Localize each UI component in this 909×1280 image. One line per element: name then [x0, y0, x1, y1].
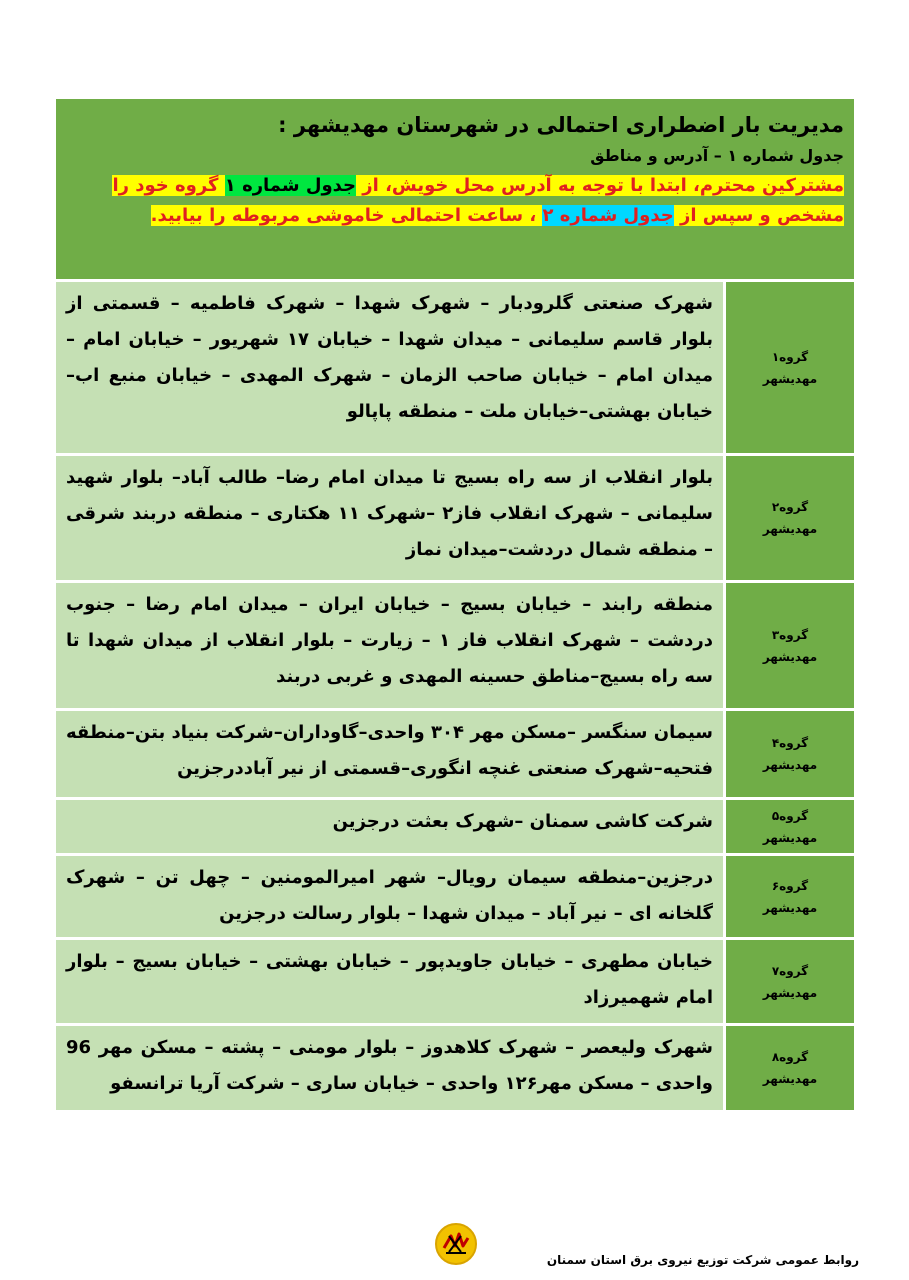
table-header	[56, 99, 854, 282]
table-row-group-1	[56, 282, 854, 456]
table-row-group-5	[56, 800, 854, 856]
group-label-cell	[723, 282, 854, 453]
table-row-group-7	[56, 940, 854, 1026]
group-label-cell	[723, 456, 854, 580]
notice-part-1: مشترکین محترم، ابتدا با توجه به آدرس محل خویش، از	[356, 175, 844, 196]
group-name: گروه۲	[771, 500, 809, 514]
table-subtitle: جدول شماره ۱ – آدرس و مناطق	[590, 146, 844, 165]
group-label-cell	[723, 583, 854, 708]
group-name: گروه۴	[771, 736, 809, 750]
footer-credit: روابط عمومی شرکت توزیع نیروی برق استان سمنان	[546, 1253, 859, 1267]
group-name: گروه۱	[771, 349, 809, 364]
group-city: مهدیشهر	[762, 1072, 818, 1086]
group-label-cell	[723, 1026, 854, 1110]
group-name: گروه۷	[771, 963, 809, 978]
group-name: گروه۶	[771, 878, 809, 893]
group-address: بلوار انقلاب از سه راه بسیج تا میدان امام رضا– طالب آباد– بلوار شهید سلیمانی – شهرک انقلاب فاز۲ –شهرک ۱۱ هکتاری – منطقه دربند شرقی – منطقه شمال دردشت–میدان نماز	[56, 456, 723, 580]
notice-part-3: گروه خود را مشخص و سپس از	[112, 175, 844, 226]
group-name: گروه۵	[771, 808, 809, 823]
group-city: مهدیشهر	[762, 985, 818, 1000]
group-address: شهرک ولیعصر – شهرک کلاهدوز – بلوار مومنی – پشته – مسکن مهر 96 واحدی – مسکن مهر۱۲۶ واحدی – خیابان ساری – شرکت آریا ترانسفو	[56, 1026, 723, 1110]
group-label-cell	[723, 940, 854, 1023]
group-address: شرکت کاشی سمنان –شهرک بعثت درجزین	[56, 800, 723, 853]
group-city: مهدیشهر	[762, 830, 818, 845]
subscriber-notice	[66, 171, 844, 231]
group-address: سیمان سنگسر –مسکن مهر ۳۰۴ واحدی–گاوداران–شرکت بنیاد بتن–منطقه فتحیه–شهرک صنعتی غنچه انگوری–قسمتی از نیر آباددرجزین	[56, 711, 723, 797]
group-city: مهدیشهر	[762, 758, 818, 772]
group-label-cell	[723, 856, 854, 937]
page-title: مدیریت بار اضطراری احتمالی در شهرستان مهدیشهر :	[278, 113, 844, 137]
group-label-cell	[723, 711, 854, 797]
group-address: درجزین–منطقه سیمان رویال– شهر امیرالمومنین – چهل تن – شهرک گلخانه ای – نیر آباد – میدان شهدا – بلوار رسالت درجزین	[56, 856, 723, 937]
notice-table1-highlight: جدول شماره ۱	[224, 175, 357, 196]
group-address: منطقه رابند – خیابان بسیج – خیابان ایران – میدان امام رضا – جنوب دردشت – شهرک انقلاب فاز ۱ – زیارت – بلوار انقلاب از میدان شهدا تا سه راه بسیج–مناطق حسینه المهدی و غربی دربند	[56, 583, 723, 708]
notice-table2-highlight: جدول شماره ۲	[542, 205, 674, 226]
group-name: گروه۸	[771, 1050, 809, 1064]
group-city: مهدیشهر	[762, 371, 818, 386]
table-row-group-8	[56, 1026, 854, 1110]
table-row-group-4	[56, 711, 854, 800]
notice-part-5: ، ساعت احتمالی خاموشی مربوطه را بیابید.	[150, 205, 543, 226]
group-rows	[56, 282, 854, 1110]
table-row-group-2	[56, 456, 854, 583]
table-row-group-6	[56, 856, 854, 940]
group-label-cell	[723, 800, 854, 853]
group-city: مهدیشهر	[762, 522, 818, 536]
power-distribution-logo-icon	[434, 1222, 478, 1266]
group-address: شهرک صنعتی گلرودبار – شهرک شهدا – شهرک فاطمیه – قسمتی از بلوار قاسم سلیمانی – میدان شهدا – خیابان ۱۷ شهریور – خیابان امام – میدان امام – خیابان صاحب الزمان – شهرک المهدی – خیابان منبع اب–خیابان بهشتی–خیابان ملت – منطقه پاپالو	[56, 282, 723, 453]
group-city: مهدیشهر	[762, 649, 818, 664]
group-name: گروه۳	[771, 627, 809, 642]
group-address: خیابان مطهری – خیابان جاویدپور – خیابان بهشتی – خیابان بسیج – بلوار امام شهمیرزاد	[56, 940, 723, 1023]
page-footer	[0, 1212, 909, 1280]
group-city: مهدیشهر	[762, 900, 818, 915]
table-row-group-3	[56, 583, 854, 711]
outage-schedule-table	[56, 99, 854, 1110]
